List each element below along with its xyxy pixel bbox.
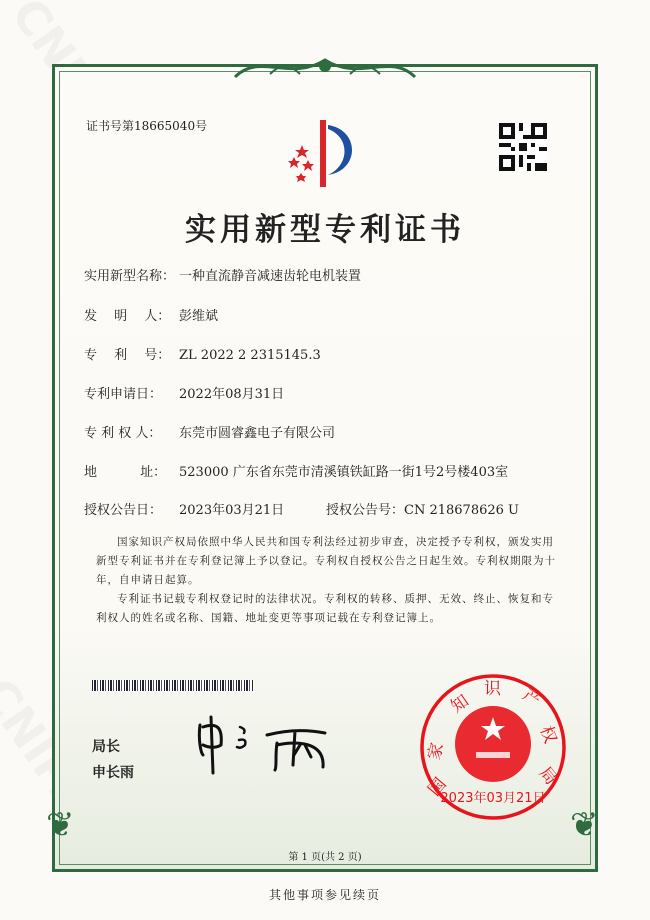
field-patent-number: 专 利 号： ZL 2022 2 2315145.3 [84, 348, 321, 363]
top-ornament [230, 52, 420, 82]
svg-text:权: 权 [535, 723, 561, 747]
field-application-date: 专利申请日： 2022年08月31日 [84, 387, 285, 402]
cnipa-logo [280, 115, 370, 195]
official-seal [418, 672, 568, 822]
certificate-title: 实用新型专利证书 [185, 212, 465, 248]
svg-text:国: 国 [424, 774, 451, 801]
svg-text:识: 识 [484, 679, 501, 699]
footer-note: 其他事项参见续页 [268, 888, 381, 902]
svg-text:局: 局 [534, 763, 561, 790]
page-number: 第 1 页(共 2 页) [288, 852, 362, 863]
field-address: 地 址： 523000 广东省东莞市清溪镇铁缸路一街1号2号楼403室 [84, 465, 509, 480]
certificate-number: 证书号第18665040号 [86, 119, 208, 133]
field-inventor: 发 明 人： 彭维斌 [84, 309, 219, 324]
svg-text:家: 家 [424, 740, 448, 763]
seal-date: 2023年03月21日 [440, 791, 546, 806]
legal-paragraph: 国家知识产权局依照中华人民共和国专利法经过初步审查，决定授予专利权，颁发实用新型专利证书并在专利登记簿上予以登记。专利权自授权公告之日起生效。专利权期限为十年，自申请日起算。 [96, 536, 556, 586]
director-title: 局长 [92, 739, 120, 755]
qr-code [499, 123, 547, 171]
svg-text:知: 知 [447, 691, 473, 718]
barcode [92, 680, 254, 691]
field-grant-date: 授权公告日： 2023年03月21日 [84, 503, 285, 518]
svg-text:产: 产 [518, 685, 544, 712]
field-patentee: 专 利 权 人： 东莞市圆睿鑫电子有限公司 [84, 426, 336, 441]
director-name: 申长雨 [92, 765, 134, 781]
legal-paragraph: 专利证书记载专利权登记时的法律状况。专利权的转移、质押、无效、终止、恢复和专利权人的姓名或名称、国籍、地址变更等事项记载在专利登记簿上。 [96, 593, 554, 624]
corner-ornament: ❦ [570, 805, 599, 845]
field-announcement-number: 授权公告号：CN 218678626 U [326, 503, 519, 518]
corner-ornament: ❦ [46, 805, 75, 845]
director-signature [195, 715, 345, 775]
field-utility-model-name: 实用新型名称： 一种直流静音减速齿轮电机装置 [84, 269, 362, 284]
